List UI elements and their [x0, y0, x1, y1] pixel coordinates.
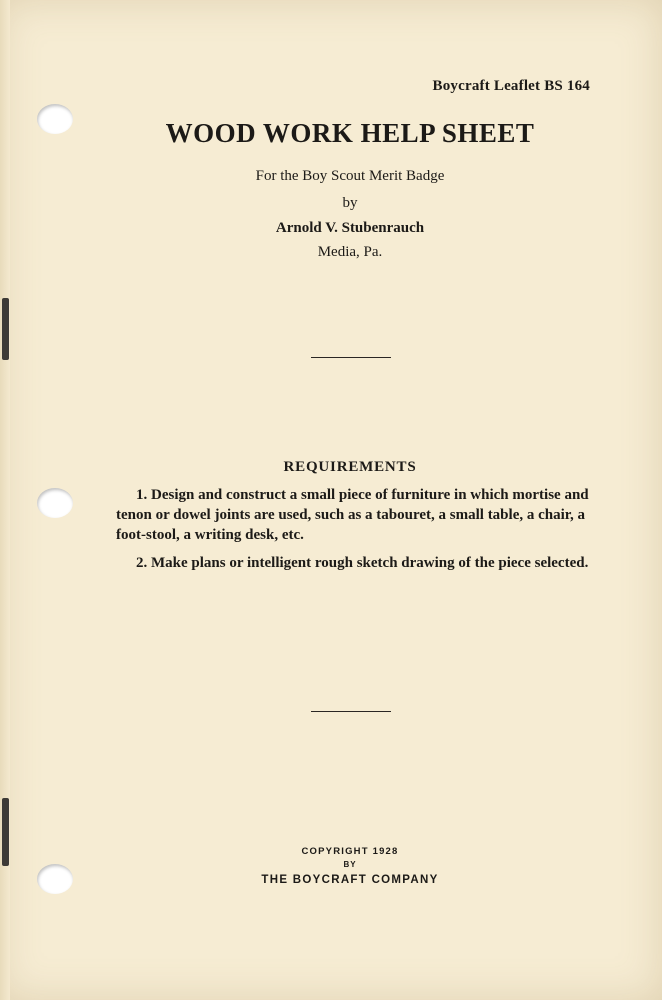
by-line: by [342, 195, 358, 211]
author-location: Media, Pa. [317, 244, 383, 260]
divider-rule [311, 357, 391, 358]
requirements-heading: REQUIREMENTS [283, 459, 417, 475]
staple [2, 298, 9, 360]
requirement-text: Make plans or intelligent rough sketch drawing of the piece selected. [151, 555, 589, 571]
leaflet-number: Boycraft Leaflet BS 164 [432, 78, 590, 94]
punch-hole [37, 488, 73, 518]
requirement-item [116, 553, 594, 573]
requirement-number: 2. [136, 555, 148, 571]
subtitle: For the Boy Scout Merit Badge [255, 168, 445, 184]
author-name: Arnold V. Stubenrauch [275, 220, 425, 236]
copyright-notice: COPYRIGHT 1928 [301, 846, 399, 857]
requirement-text: Design and construct a small piece of furniture in which mortise and tenon or dowel joints are used, such as a tabouret, a small table, a chair, a foot-stool, a writing desk, etc. [116, 487, 589, 543]
publisher-name: THE BOYCRAFT COMPANY [261, 874, 439, 886]
requirement-number: 1. [136, 487, 148, 503]
divider-rule [311, 711, 391, 712]
copyright-by: BY [343, 860, 357, 869]
page-title: WOOD WORK HELP SHEET [165, 118, 535, 148]
requirement-item [116, 485, 594, 545]
requirements-list [116, 485, 594, 581]
copyright-block [0, 845, 662, 889]
